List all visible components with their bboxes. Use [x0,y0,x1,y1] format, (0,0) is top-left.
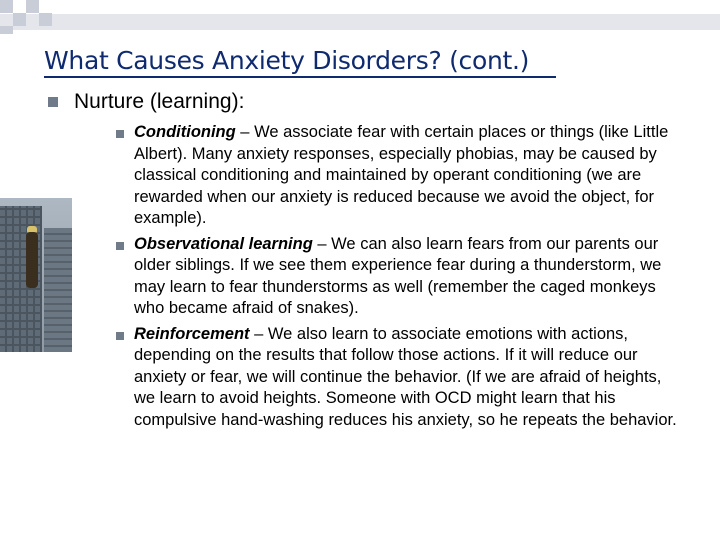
building-climber-photo [0,198,72,352]
list-item [116,234,686,320]
item-text: – We also learn to associate emotions with actions, depending on the results that follow those actions. If it will reduce our anxiety or fear, we will continue the behavior. (If we are afraid of heights, we learn to avoid heights. Someone with OCD might learn that his compulsive hand-washing reduces his anxiety, so he repeats the behavior. [134,324,677,429]
sub-bullet-list [116,122,686,435]
item-term: Reinforcement [134,324,250,343]
square-bullet-icon [116,242,124,250]
slide-title: What Causes Anxiety Disorders? (cont.) [44,46,530,75]
main-bullet [48,90,244,114]
item-text: – We associate fear with certain places or things (like Little Albert). Many anxiety responses, especially phobias, may be caused by classical conditioning and maintained by operant conditioning (we are rewarded when our anxiety is reduced because we avoid the object, for example). [134,123,669,227]
item-term: Conditioning [134,123,236,141]
square-bullet-icon [48,97,58,107]
list-item [116,122,686,230]
item-term: Observational learning [134,234,313,253]
square-bullet-icon [116,332,124,340]
list-item [116,324,686,432]
top-decorative-band [0,14,720,30]
item-text: – We can also learn fears from our parents our older siblings. If we see them experience fear during a thunderstorm, we may learn to fear thunderstorms as well (remember the caged monkeys who became afraid of snakes). [134,234,662,317]
square-bullet-icon [116,130,124,138]
title-underline [44,76,556,78]
main-bullet-label: Nurture (learning): [74,90,245,113]
checker-decoration [0,0,60,34]
